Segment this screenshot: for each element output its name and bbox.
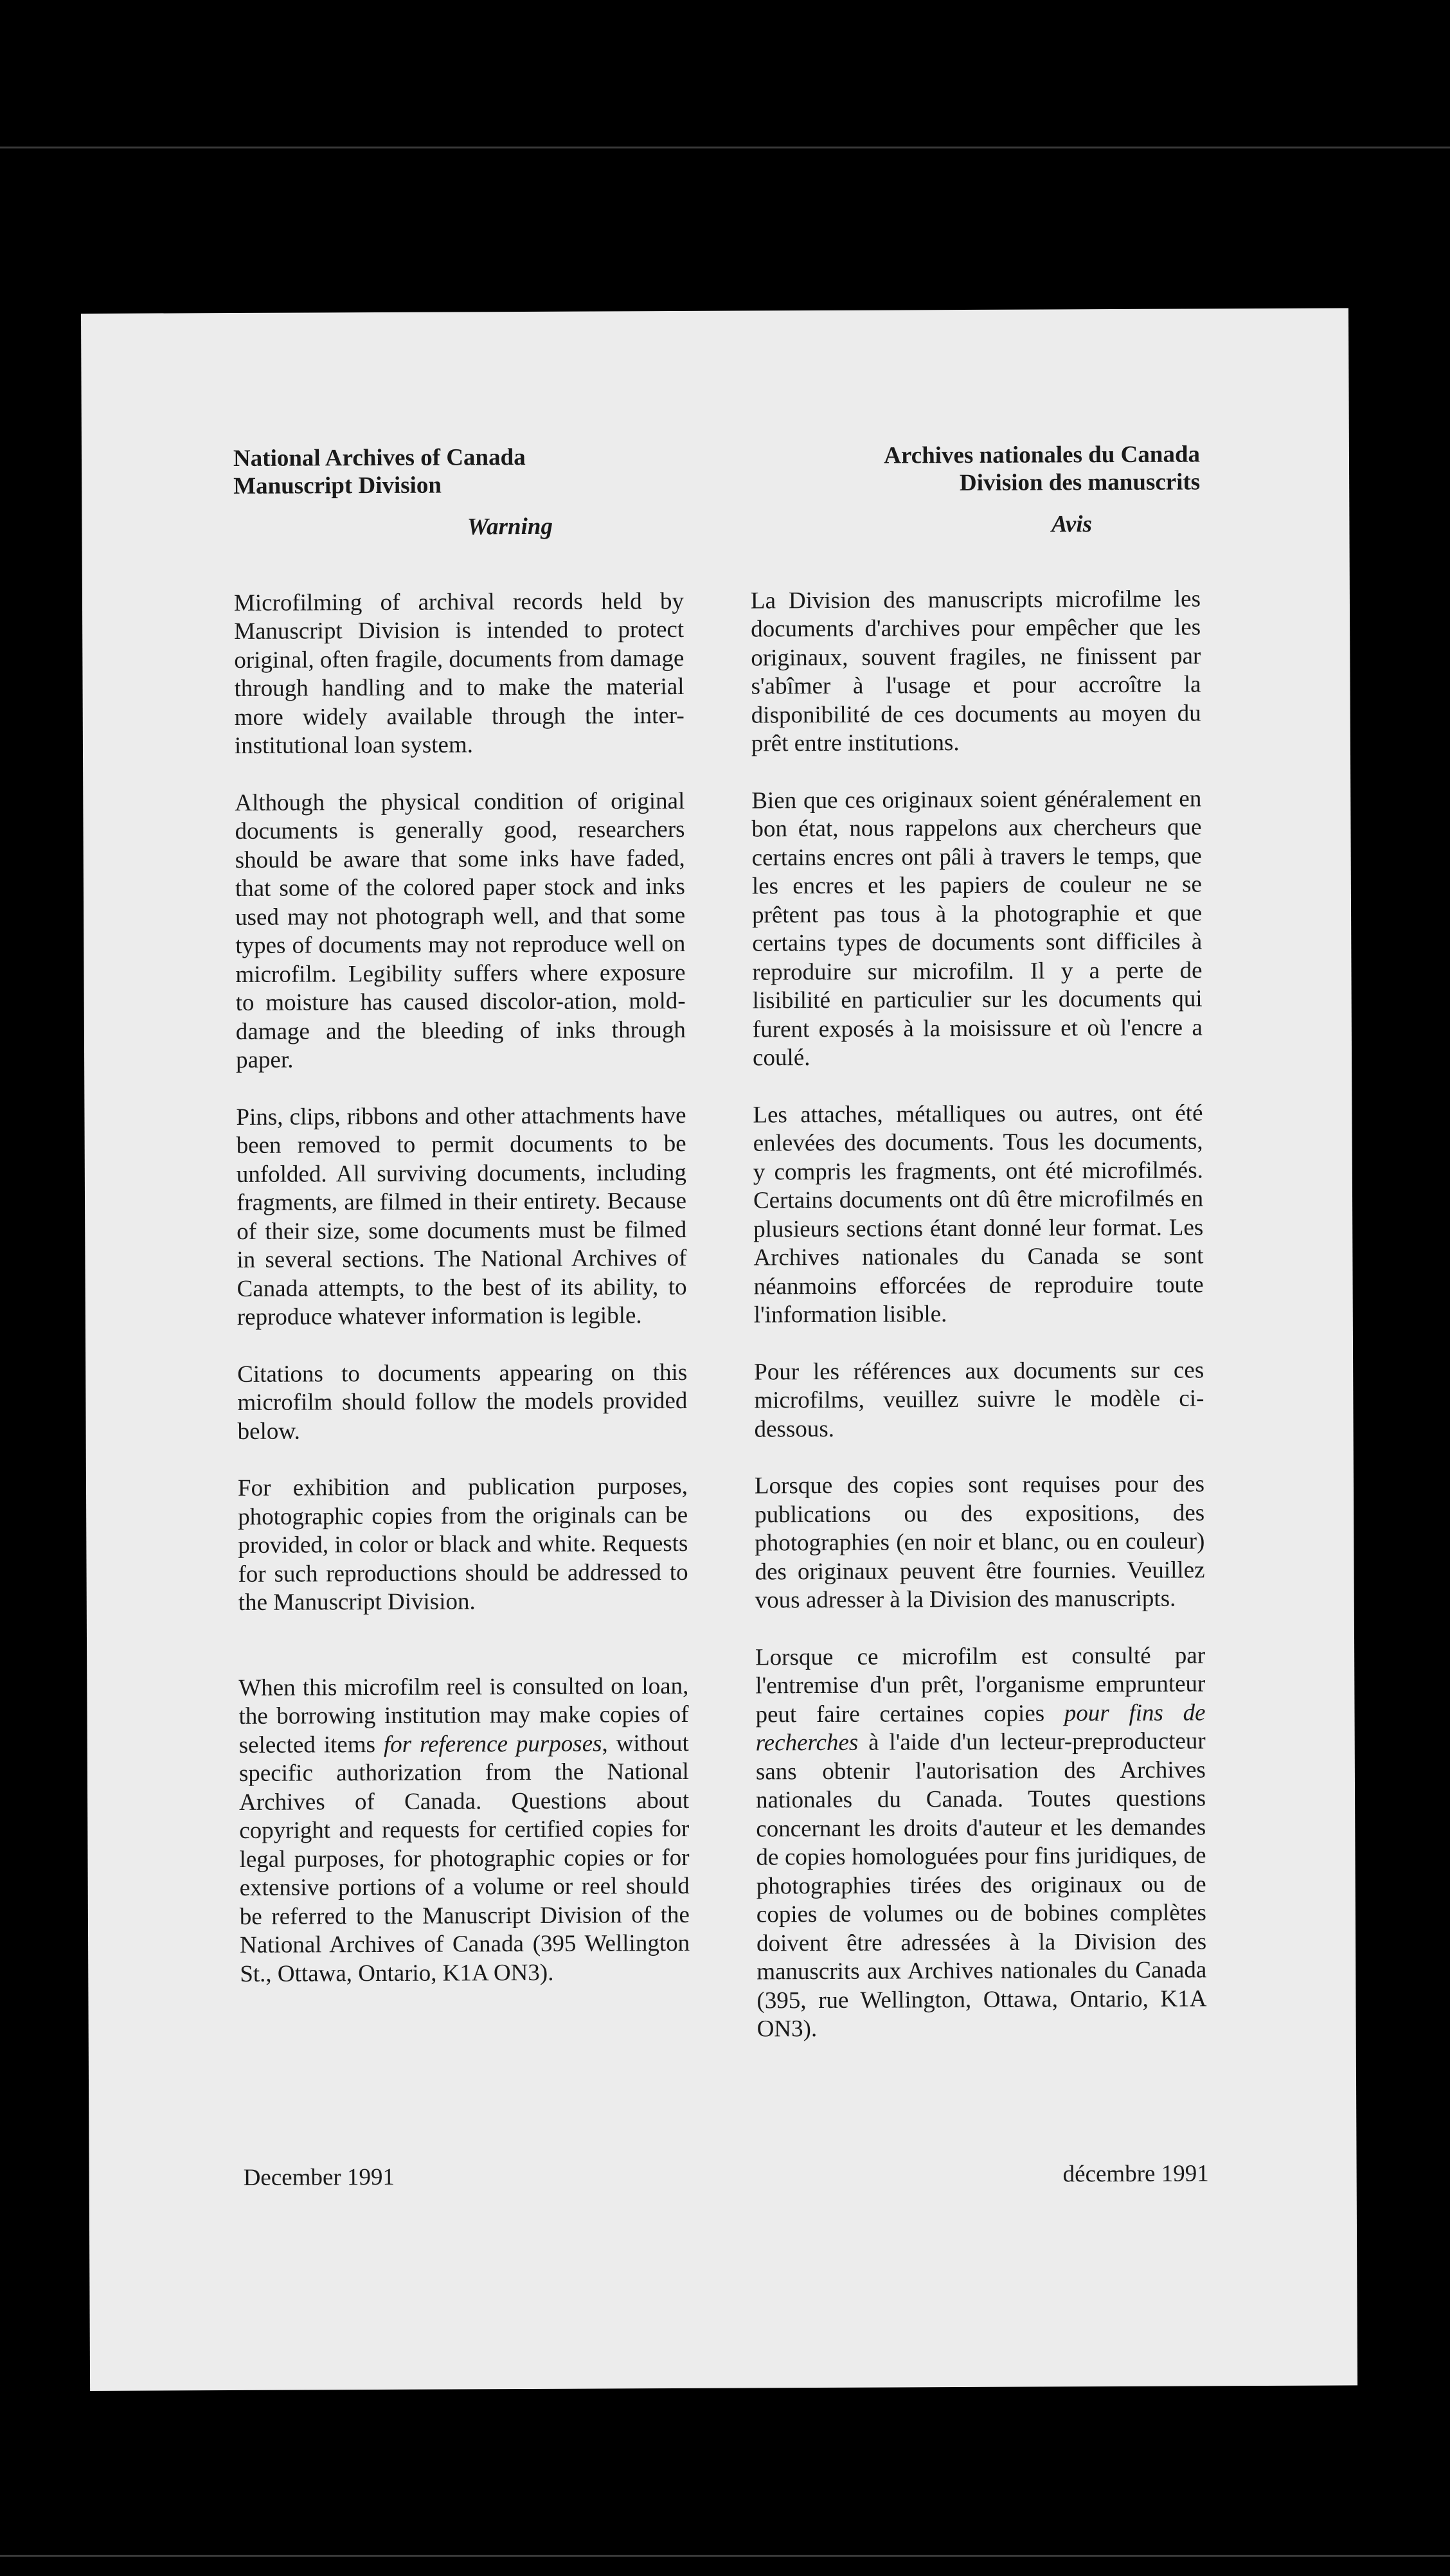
- english-paragraph-4: Citations to documents appearing on this microfilm should follow the models provided below.: [237, 1359, 688, 1445]
- document-page: [81, 308, 1357, 2391]
- french-heading: Avis: [1051, 511, 1093, 538]
- english-paragraph-3: Pins, clips, ribbons and other attachments have been removed to permit documents to be unfolded. All surviving documents, including fragments, are filmed in their entirety. Because of their size, some documents must be filmed in several sections. The National Archives of Canada attempts, to the best of its ability, to reproduce whatever information is legible.: [236, 1102, 687, 1330]
- english-org: National Archives of Canada: [233, 443, 526, 472]
- french-paragraph-4: Pour les références aux documents sur ces microfilms, veuillez suivre le modèle ci-dessous.: [754, 1356, 1204, 1442]
- english-paragraph-1: Microfilming of archival records held by Manuscript Division is intended to protect original, often fragile, documents from damage through handling and to make the material more widely available through the inter-institutional loan system.: [233, 587, 685, 759]
- french-column: [750, 440, 1207, 2044]
- french-division: Division des manuscrits: [959, 469, 1201, 497]
- english-heading: Warning: [467, 513, 553, 541]
- french-paragraph-3: Les attaches, métalliques ou autres, ont été enlevées des documents. Tous les documents, y compris les fragments, ont été microfilmés. Certains documents ont dû être microfilmés en plusieurs sections étant donné leur format. Les Archives nationales du Canada se sont néanmoins efforcées de reproduire toute l'information lisible.: [753, 1099, 1204, 1328]
- english-p6-part-b: , without specific authorization from the National Archives of Canada. Questions about copyright and requests for certified copies for legal purposes, for photographic copies or for extensive portions of a volume or reel should be referred to the Manuscript Division of the National Archives of Canada (395 Wellington St., Ottawa, Ontario, K1A ON3).: [238, 1730, 690, 1987]
- french-p6-emphasis: pour fins de recherches: [755, 1699, 1206, 1757]
- french-paragraph-1: La Division des manuscripts microfilme les documents d'archives pour empêcher que les originaux, souvent fragiles, ne finissent par s'abîmer à l'usage et pour accroître la disponibilité de ces documents au moyen du prêt entre institutions.: [750, 585, 1201, 757]
- english-paragraph-2: Although the physical condition of original documents is generally good, researchers should be aware that some inks have faded, that some of the colored paper stock and inks used may not photograph well, and that some types of documents may not reproduce well on microfilm. Legibility suffers where exposure to moisture has caused discolor-ation, mold-damage and the bleeding of inks through paper.: [235, 787, 686, 1073]
- english-paragraph-6: [238, 1672, 690, 1989]
- french-p6-part-b: à l'aide d'un lecteur-preproducteur sans obtenir l'autorisation des Archives nationales du Canada. Toutes questions concernant les droits d'auteur et les demandes de copies homologuées pour fins juridiques, de photographies tirées des originaux ou de copies de volumes ou de bobines complètes doivent être adressées à la Division des manuscrits aux Archives nationales du Canada (395, rue Wellington, Ottawa, Ontario, K1A ON3).: [755, 1728, 1207, 2043]
- english-p6-emphasis: for reference purposes: [383, 1730, 602, 1758]
- english-division: Manuscript Division: [233, 472, 442, 499]
- english-column: [233, 443, 690, 1989]
- french-paragraph-5: Lorsque des copies sont requises pour des publications ou des expositions, des photographies (en noir et blanc, ou en couleur) des originaux peuvent être fournies. Veuillez vous adresser à la Division des manuscripts.: [754, 1471, 1205, 1614]
- french-paragraph-2: Bien que ces originaux soient généralement en bon état, nous rappelons aux chercheurs que certains encres ont pâli à travers le temps, que les encres et les papiers de couleur ne se prêtent pas tous à la photographie et que certains types de documents sont difficiles à reproduire sur microfilm. Il y a perte de lisibilité en particulier sur les documents qui furent exposés à la moisissure et où l'encre a coulé.: [751, 785, 1203, 1071]
- english-paragraph-5: For exhibition and publication purposes, photographic copies from the originals can be provided, in color or black and white. Requests for such reproductions should be addressed to the Manuscript Division.: [237, 1472, 688, 1616]
- french-p6-part-a: Lorsque ce microfilm est consulté par l'entremise d'un prêt, l'organisme emprunteur peut faire certaines copies: [755, 1641, 1206, 1728]
- french-paragraph-6: [755, 1641, 1207, 2044]
- french-org: Archives nationales du Canada: [884, 441, 1201, 469]
- film-edge-top: [0, 147, 1450, 148]
- film-edge-bottom: [0, 2555, 1450, 2557]
- french-date: décembre 1991: [1062, 2160, 1209, 2188]
- english-date: December 1991: [243, 2163, 395, 2191]
- english-p6-part-a: When this microfilm reel is consulted on loan, the borrowing institution may make copies of selected items: [238, 1672, 689, 1758]
